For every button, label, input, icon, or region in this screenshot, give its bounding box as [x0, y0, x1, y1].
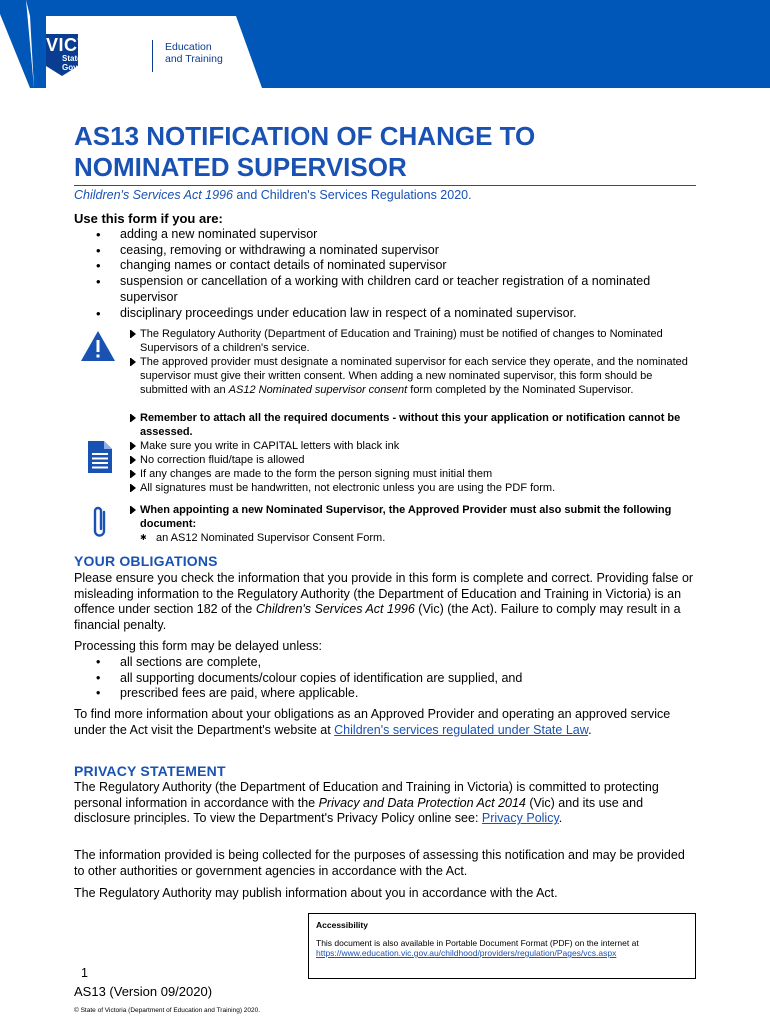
privacy-paragraph-2: The information provided is being collected for the purposes of assessing this notification and may be provided to other authorities or government agencies in accordance with the Act.	[74, 848, 685, 878]
title-line-2: NOMINATED SUPERVISOR	[74, 152, 407, 182]
accessibility-text: This document is also available in Portable Document Format (PDF) on the internet at	[316, 937, 639, 948]
note-sub-item: ✱ an AS12 Nominated Supervisor Consent Form.	[130, 531, 690, 545]
warning-icon	[80, 329, 116, 368]
title-divider	[74, 185, 696, 186]
department-name	[165, 41, 223, 65]
attach-notes	[130, 503, 690, 545]
obligations-paragraph-2: Processing this form may be delayed unless:	[74, 639, 323, 653]
note-item: When appointing a new Nominated Supervisor, the Approved Provider must also submit the following document:	[130, 503, 690, 531]
copyright: © State of Victoria (Department of Education and Training) 2020.	[74, 1007, 261, 1014]
subtitle-rest: and Children's Services Regulations 2020.	[232, 188, 472, 202]
dept-line-1: Education	[165, 41, 212, 53]
victoria-logo	[46, 36, 136, 72]
obligations-list	[94, 655, 694, 702]
list-item: • suspension or cancellation of a working with children card or teacher registration of a nominated supervisor	[94, 274, 694, 305]
dept-line-2: and Training	[165, 53, 223, 65]
document-icon	[87, 440, 113, 479]
form-version: AS13 (Version 09/2020)	[74, 984, 213, 999]
childrens-services-link[interactable]: Children's services regulated under State Law	[334, 722, 589, 737]
note-item: The approved provider must designate a nominated supervisor for each service they operate, and the nominated supervisor must give their written consent. When adding a new nominated supervisor, this form should be submitted with an AS12 Nominated supervisor consent form completed by the Nominated Supervisor.	[130, 355, 690, 397]
accessibility-box	[308, 913, 696, 979]
use-form-heading: Use this form if you are:	[74, 211, 223, 226]
obligations-paragraph-1: Please ensure you check the information that you provide in this form is complete and correct. Providing false or misleading information to the Regulatory Authority (the Department of Education and Training in Victoria) is an offence under section 182 of the Children's Services Act 1996 (Vic) (the Act). Failure to comply may result in a financial penalty.	[74, 571, 694, 633]
document-notes	[130, 411, 690, 495]
list-item: • changing names or contact details of nominated supervisor	[94, 258, 694, 274]
subtitle-act: Children's Services Act 1996	[74, 188, 233, 202]
logo-word: VICTORIA	[46, 35, 136, 55]
privacy-heading: PRIVACY STATEMENT	[74, 763, 226, 779]
logo-sub-2: Government	[62, 63, 110, 72]
note-item: The Regulatory Authority (Department of Education and Training) must be notified of changes to Nominated Supervisors of a children's service.	[130, 327, 690, 355]
logo-divider	[152, 40, 153, 72]
use-form-list	[94, 227, 694, 321]
privacy-paragraph-3: The Regulatory Authority may publish information about you in accordance with the Act.	[74, 886, 558, 900]
list-item: • disciplinary proceedings under education law in respect of a nominated supervisor.	[94, 306, 694, 322]
logo-sub-1: State	[62, 54, 82, 63]
privacy-paragraph-1: The Regulatory Authority (the Department of Education and Training in Victoria) is committed to protecting personal information in accordance with the Privacy and Data Protection Act 2014 (Vic) and its use and disclosure principles. To view the Department's Privacy Policy online see: Privacy Policy.	[74, 780, 659, 826]
accessibility-link[interactable]: https://www.education.vic.gov.au/childhood/providers/regulation/Pages/vcs.aspx	[316, 948, 617, 958]
accessibility-heading: Accessibility	[316, 920, 368, 930]
warning-notes	[130, 327, 690, 397]
note-item: No correction fluid/tape is allowed	[130, 453, 690, 467]
privacy-policy-link[interactable]: Privacy Policy	[481, 811, 559, 826]
list-item: • all sections are complete,	[94, 655, 694, 671]
page-title	[74, 121, 694, 183]
list-item: • all supporting documents/colour copies of identification are supplied, and	[94, 671, 694, 687]
list-item: • ceasing, removing or withdrawing a nominated supervisor	[94, 243, 694, 259]
note-item: Make sure you write in CAPITAL letters with black ink	[130, 439, 690, 453]
title-line-1: AS13 NOTIFICATION OF CHANGE TO	[74, 121, 536, 151]
subtitle	[74, 188, 472, 202]
obligations-heading: YOUR OBLIGATIONS	[74, 553, 218, 569]
page-number: 1	[81, 966, 88, 980]
paperclip-icon	[91, 504, 111, 545]
note-item: All signatures must be handwritten, not electronic unless you are using the PDF form.	[130, 481, 690, 495]
header-banner	[0, 0, 770, 88]
note-item: Remember to attach all the required documents - without this your application or notification cannot be assessed.	[130, 411, 690, 439]
list-item: • adding a new nominated supervisor	[94, 227, 694, 243]
note-item: If any changes are made to the form the person signing must initial them	[130, 467, 690, 481]
obligations-paragraph-3: To find more information about your obligations as an Approved Provider and operating an approved service under the Act visit the Department's website at Children's services regulated under State Law.	[74, 707, 671, 737]
list-item: • prescribed fees are paid, where applicable.	[94, 686, 694, 702]
